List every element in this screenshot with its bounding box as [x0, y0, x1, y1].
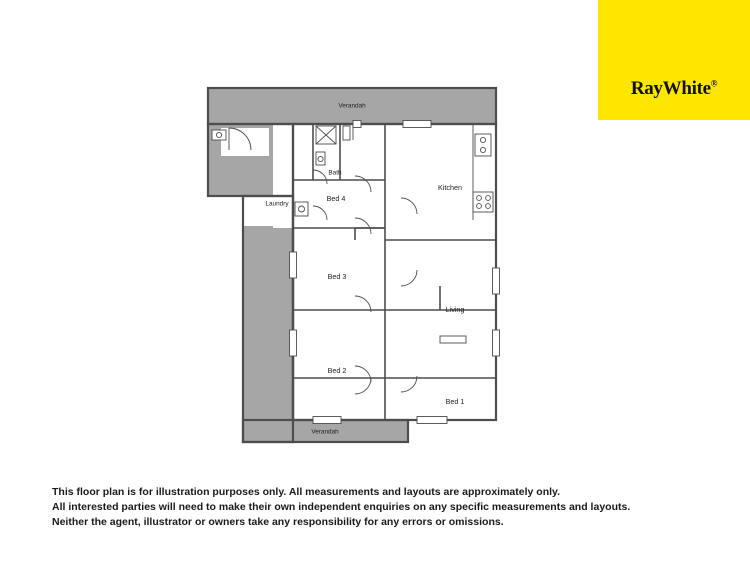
floorplan-drawing	[185, 80, 515, 450]
disclaimer-line-3: Neither the agent, illustrator or owners take any responsibility for any errors or omissions.	[52, 516, 504, 528]
disclaimer-line-1: This floor plan is for illustration purposes only. All measurements and layouts are approximately only.	[52, 486, 560, 498]
room-label-laundry: Laundry	[265, 200, 289, 208]
disclaimer	[52, 485, 712, 530]
room-label-verandah-top: Verandah	[338, 102, 366, 110]
disclaimer-line-2: All interested parties will need to make their own independent enquiries on any specific measurements and layouts.	[52, 501, 631, 513]
room-label-bath: Bath	[328, 169, 342, 177]
room-label-bed-1: Bed 1	[445, 396, 465, 406]
room-label-living: Living	[445, 304, 465, 314]
brand-name: RayWhite	[630, 78, 711, 99]
room-label-verandah-bottom: Verandah	[311, 428, 339, 436]
room-label-kitchen: Kitchen	[438, 182, 462, 192]
room-label-bed-2: Bed 2	[327, 365, 347, 375]
room-label-bed-4: Bed 4	[326, 193, 346, 203]
room-label-bed-3: Bed 3	[327, 271, 347, 281]
ray-white-logo-text	[598, 78, 750, 100]
ray-white-logo	[598, 0, 750, 120]
registered-mark-icon: ®	[710, 78, 718, 89]
